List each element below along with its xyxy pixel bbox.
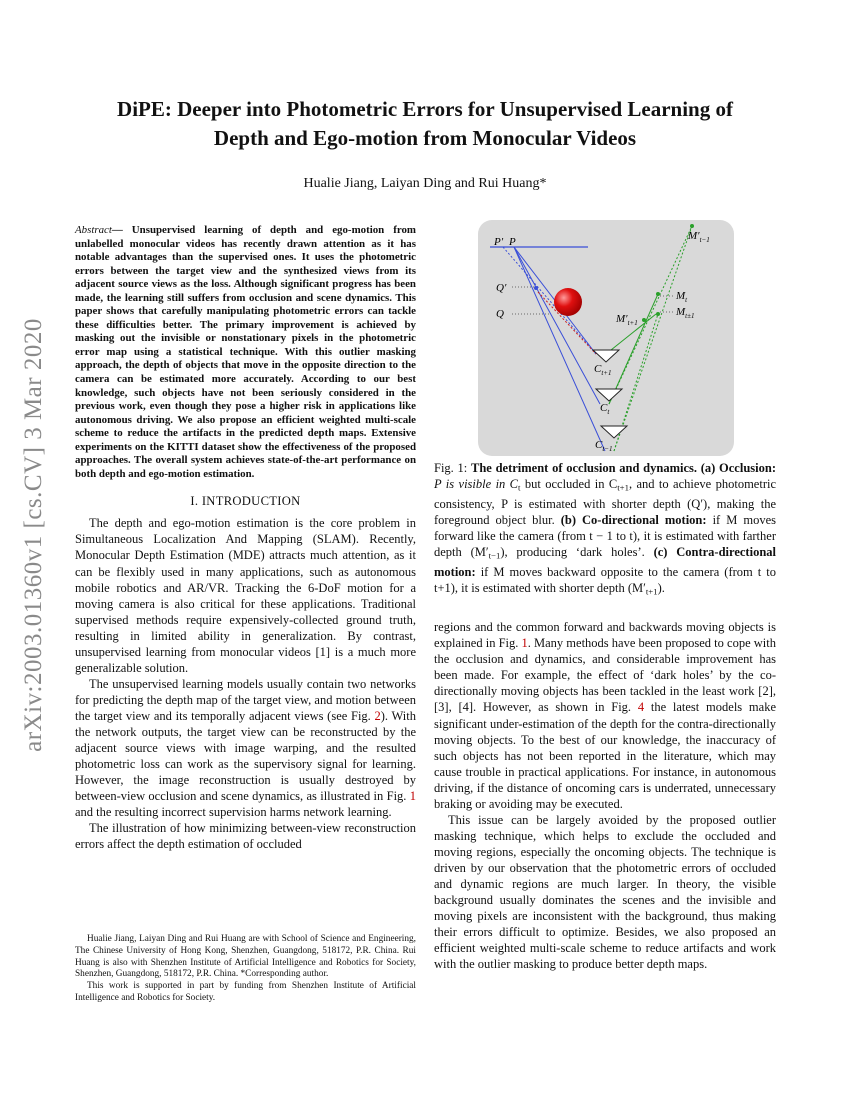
figure-1-diagram <box>478 220 734 456</box>
footnotes <box>75 934 416 1005</box>
caption-c-text2: ). <box>657 580 665 595</box>
label-mtp1-prime-sub: t+1 <box>627 319 638 327</box>
caption-c-sub: t+1 <box>645 586 658 597</box>
right-paragraph-2: This issue can be largely avoided by the proposed outlier masking technique, which helps to exclude the occluded and moving regions, especially the oncoming objects. The technique is driven by our observation that the photometric errors of occluded and dynamic regions are much larger. In theory, the visible background usually dominates the scenes and the invisible and moving pixels are inconsistent with the background, thus making their errors difficult to optimize. Besides, we also proposed an efficient weighted multi-scale scheme to reduce artifacts and work with the outlier masking to produce better depth maps. <box>434 812 776 972</box>
caption-a-sub1: t <box>518 482 521 493</box>
paper-title <box>60 95 790 153</box>
intro-paragraph-1: The depth and ego-motion estimation is the core problem in Simultaneous Localization And Mapping (SLAM). Recently, Monocular Depth Estimation (MDE) attracts much attention, as it can be flexibly used in many applications, such as autonomous mobile robotics and AR/VR. Tracking the 6-DoF motion for a moving camera is also critical for these applications. Traditional supervised methods require expensively-collected ground truth, resulting in limited ability in generalization. By contrast, unsupervised learning from monocular videos [1] is a much more generalizable solution. <box>75 516 416 675</box>
caption-c-text: if M moves backward opposite to the camera (from t to t+1), it is estimated with shorter depth (M′ <box>434 564 776 595</box>
right-p1-text-b: . Many methods have been proposed to cope with the occlusion and dynamics, and considerable improvement has been made. For example, the effect of ‘dark holes’ by the co-directionally moving objects has been tackled in the least work [2], [3], [4]. However, as shown in Fig. <box>434 636 776 715</box>
intro-p2-text-a: The unsupervised learning models usually contain two networks for predicting the depth map of the target view, and motion between the target view and its temporally adjacent views (see Fig. <box>75 676 416 723</box>
title-line-1: DiPE: Deeper into Photometric Errors for Unsupervised Learning of <box>117 97 733 121</box>
caption-b-text: if M moves forward like the camera (from t − 1 to t), it is estimated with farther depth (M′ <box>434 512 776 559</box>
arxiv-stamp-text: arXiv:2003.01360v1 [cs.CV] 3 Mar 2020 <box>20 318 47 752</box>
left-column <box>75 224 416 852</box>
authors: Hualie Jiang, Laiyan Ding and Rui Huang* <box>303 176 547 191</box>
point-mtp1-prime <box>642 318 646 322</box>
figure-background <box>478 220 734 456</box>
caption-a-text: P is visible in C <box>434 477 519 492</box>
abstract-text: — Unsupervised learning of depth and ego-motion from unlabelled monocular videos has recently drawn attention as it has notable advantages than the supervised ones. It uses the photometric errors between the target view and the synthesized views from its adjacent source views as the loss. Although significant progress has been made, the learning still suffers from occlusion and scene dynamics. This paper shows that carefully manipulating photometric errors can tackle these difficulties better. The primary improvement is achieved by masking out the invisible or nonstationary pixels in the photometric error map using a statistical technique. With this outlier masking approach, the depth of objects that move in the opposite direction to the camera can be estimated more accurately. According to our best knowledge, such objects have not been seriously considered in the previous work, even though they pose a higher risk in applications like autonomous driving. We also propose an efficient weighted multi-scale scheme to reduce the artifacts in the predicted depth maps. Extensive experiments on the KITTI dataset show the effectiveness of the proposed approaches. The overall system achieves state-of-the-art performance on both depth and ego-motion estimation. <box>75 224 416 480</box>
fig-4-link[interactable]: 4 <box>637 700 645 715</box>
caption-b-sub: t−1 <box>488 550 501 561</box>
label-ct-main: C <box>600 402 608 414</box>
fig-1-link[interactable]: 1 <box>409 789 416 804</box>
abstract-label: Abstract <box>75 224 112 236</box>
intro-paragraph-3: The illustration of how minimizing between-view reconstruction errors affect the depth estimation of occluded <box>75 821 416 852</box>
label-mtm1-prime-sub: t−1 <box>699 236 710 244</box>
fig-2-link[interactable]: 2 <box>374 708 381 723</box>
caption-label: Fig. 1: <box>434 461 471 475</box>
right-p1-text-c: the latest models make significant under-estimation of the depth for the contra-directionally moving objects. To the best of our knowledge, the inaccuracy of such objects has not been reported in the literature, which may cause trouble in practical applications. For instance, in autonomous driving, if the distance of oncoming cars is underrated, unnecessary braking or avoiding may be executed. <box>434 700 776 811</box>
label-p-prime: P′ <box>494 236 504 248</box>
label-q-prime: Q′ <box>496 282 507 294</box>
label-q: Q <box>496 308 504 320</box>
caption-spacer <box>434 605 776 619</box>
label-mtp1-prime-main: M′ <box>616 313 628 325</box>
label-ct1-sub: t+1 <box>601 369 612 377</box>
intro-p2-text-c: and the resulting incorrect supervision harms network learning. <box>75 805 392 820</box>
point-q-prime <box>534 286 538 290</box>
footnote-affiliations: Hualie Jiang, Laiyan Ding and Rui Huang are with School of Science and Engineering, The Chinese University of Hong Kong, Shenzhen, Guangdong, 518172, P.R. China. Rui Huang is also with Shenzhen Institute of Artificial Intelligence and Robotics for Society, Shenzhen, Guangdong, 518172, P.R. China. *Corresponding author. <box>75 934 416 980</box>
label-ctm1-main: C <box>595 439 603 451</box>
caption-a-text2: but occluded in C <box>520 477 618 492</box>
fig-1-link-right[interactable]: 1 <box>521 636 528 651</box>
right-column <box>434 460 776 972</box>
label-ctm1-sub: t−1 <box>602 445 613 453</box>
section-heading: I. INTRODUCTION <box>190 494 301 509</box>
caption-title: The detriment of occlusion and dynamics. (a) Occlusion: <box>471 461 776 475</box>
label-mt-main: M <box>676 290 686 302</box>
foreground-object-ball <box>554 288 582 316</box>
figure-1-svg <box>478 220 734 456</box>
label-ct-sub: t <box>607 408 610 416</box>
intro-p2-text-b: ). With the network outputs, the target view can be reconstructed by the adjacent source views with image warping, and the resulted photometric loss can work as the supervisory signal for learning. However, the image reconstruction is usually destroyed by between-view occlusion and scene dynamics, as illustrated in Fig. <box>75 708 417 804</box>
caption-a-sub2: t+1 <box>617 482 629 493</box>
abstract <box>75 224 416 481</box>
point-mtm1-prime <box>690 224 694 228</box>
label-p: P <box>509 236 516 248</box>
point-mtpm1 <box>656 312 660 316</box>
label-mtpm1-main: M <box>676 306 686 318</box>
caption-a-text3: , and to achieve photometric consistency, P is estimated with shorter depth (Q′), making the foreground object blur. <box>434 477 776 527</box>
arxiv-stamp <box>14 295 54 775</box>
intro-paragraph-2 <box>75 676 416 820</box>
label-ct1-main: C <box>594 363 602 375</box>
figure-1-caption <box>434 460 776 599</box>
caption-c-title: (c) Contra-directional motion: <box>434 544 776 579</box>
point-mt <box>656 292 660 296</box>
label-mt-sub: t <box>685 296 688 304</box>
title-line-2: Depth and Ego-motion from Monocular Videos <box>213 126 637 150</box>
right-p1-text-a: regions and the common forward and backwards moving objects is explained in Fig. <box>434 620 776 651</box>
label-mtm1-prime-main: M′ <box>688 230 700 242</box>
caption-b-title: (b) Co-directional motion: <box>560 512 707 527</box>
caption-b-text2: ), producing ‘dark holes’. <box>500 544 654 559</box>
footnote-funding: This work is supported in part by funding from Shenzhen Institute of Artificial Intelligence and Robotics for Society. <box>75 981 416 1003</box>
label-mtpm1-sub: t±1 <box>685 312 695 320</box>
right-paragraph-1 <box>434 619 776 812</box>
